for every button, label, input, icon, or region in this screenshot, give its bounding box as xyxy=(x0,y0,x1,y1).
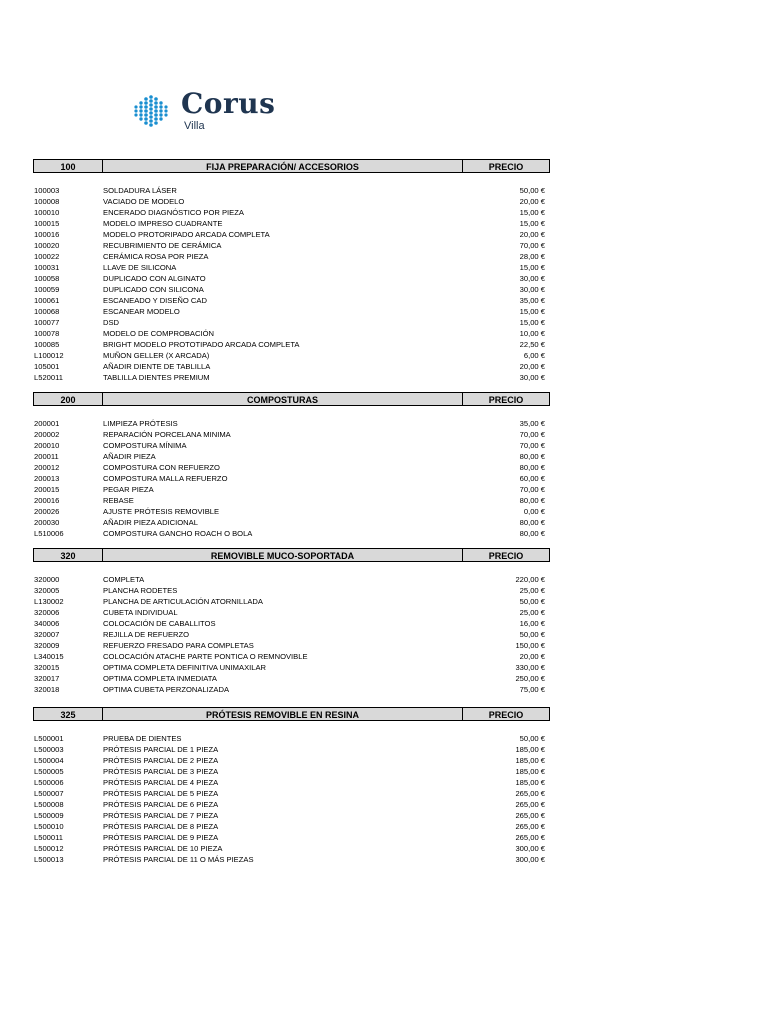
item-code: 100022 xyxy=(34,252,60,261)
item-description: DUPLICADO CON SILICONA xyxy=(103,285,204,294)
price-row xyxy=(33,295,550,306)
price-column-header: PRECIO xyxy=(488,710,524,720)
item-description: LIMPIEZA PRÓTESIS xyxy=(103,419,178,428)
item-code: 200011 xyxy=(34,452,59,461)
item-description: MODELO DE COMPROBACIÓN xyxy=(103,329,214,338)
item-price: 70,00 € xyxy=(519,441,545,450)
item-price: 30,00 € xyxy=(519,285,545,294)
section-title: REMOVIBLE MUCO-SOPORTADA xyxy=(103,549,463,561)
item-price: 265,00 € xyxy=(515,833,545,842)
item-description: COMPOSTURA MALLA REFUERZO xyxy=(103,474,228,483)
item-code: 100020 xyxy=(34,241,60,250)
item-description: PRÓTESIS PARCIAL DE 9 PIEZA xyxy=(103,833,219,842)
item-price: 30,00 € xyxy=(519,373,545,382)
item-price: 80,00 € xyxy=(519,496,545,505)
item-description: MUÑON GELLER (X ARCADA) xyxy=(103,351,210,360)
item-price: 250,00 € xyxy=(515,674,545,683)
item-code: 340006 xyxy=(34,619,60,628)
item-description: MODELO IMPRESO CUADRANTE xyxy=(103,219,223,228)
section-rows xyxy=(33,574,550,695)
corus-logo xyxy=(133,87,283,134)
item-description: AÑADIR DIENTE DE TABLILLA xyxy=(103,362,211,371)
item-price: 10,00 € xyxy=(519,329,545,338)
item-price: 15,00 € xyxy=(519,219,545,228)
item-description: COMPOSTURA MÍNIMA xyxy=(103,441,187,450)
price-row xyxy=(33,517,550,528)
item-description: PRÓTESIS PARCIAL DE 5 PIEZA xyxy=(103,789,219,798)
item-code: 100016 xyxy=(34,230,60,239)
item-price: 15,00 € xyxy=(519,263,545,272)
item-price: 25,00 € xyxy=(519,608,545,617)
item-description: PRÓTESIS PARCIAL DE 4 PIEZA xyxy=(103,778,219,787)
item-description: CUBETA INDIVIDUAL xyxy=(103,608,178,617)
item-description: OPTIMA COMPLETA DEFINITIVA UNIMAXILAR xyxy=(103,663,267,672)
item-description: OPTIMA COMPLETA INMEDIATA xyxy=(103,674,217,683)
item-code: 100031 xyxy=(34,263,60,272)
price-row xyxy=(33,240,550,251)
price-row xyxy=(33,185,550,196)
item-code: L500011 xyxy=(34,833,63,842)
item-description: COLOCACIÓN ATACHE PARTE PONTICA O REMNOVIBLE xyxy=(103,652,308,661)
item-code: 200001 xyxy=(34,419,60,428)
item-description: BRIGHT MODELO PROTOTIPADO ARCADA COMPLETA xyxy=(103,340,300,349)
item-description: RECUBRIMIENTO DE CERÁMICA xyxy=(103,241,222,250)
price-row xyxy=(33,462,550,473)
item-code: L340015 xyxy=(34,652,64,661)
item-code: 100003 xyxy=(34,186,60,195)
item-price: 60,00 € xyxy=(519,474,545,483)
item-price: 35,00 € xyxy=(519,296,545,305)
item-description: PEGAR PIEZA xyxy=(103,485,154,494)
price-row xyxy=(33,821,550,832)
item-description: REJILLA DE REFUERZO xyxy=(103,630,190,639)
section-title: PRÓTESIS REMOVIBLE EN RESINA xyxy=(103,708,463,720)
item-code: 320007 xyxy=(34,630,60,639)
item-description: REBASE xyxy=(103,496,134,505)
price-row xyxy=(33,506,550,517)
price-row xyxy=(33,832,550,843)
item-code: L500010 xyxy=(34,822,64,831)
price-row xyxy=(33,744,550,755)
item-price: 265,00 € xyxy=(515,800,545,809)
price-row xyxy=(33,372,550,383)
item-code: L500005 xyxy=(34,767,64,776)
price-row xyxy=(33,640,550,651)
item-code: 200030 xyxy=(34,518,60,527)
item-code: 320005 xyxy=(34,586,60,595)
item-price: 6,00 € xyxy=(523,351,545,360)
item-price: 80,00 € xyxy=(519,463,545,472)
item-price: 265,00 € xyxy=(515,789,545,798)
item-price: 20,00 € xyxy=(519,362,545,371)
price-row xyxy=(33,284,550,295)
item-price: 70,00 € xyxy=(519,241,545,250)
price-row xyxy=(33,651,550,662)
item-code: 100015 xyxy=(34,219,60,228)
item-price: 22,50 € xyxy=(519,340,545,349)
brand-name: Corus xyxy=(181,87,276,120)
item-price: 35,00 € xyxy=(519,419,545,428)
item-code: 105001 xyxy=(34,362,60,371)
price-row xyxy=(33,495,550,506)
item-price: 265,00 € xyxy=(515,811,545,820)
price-row xyxy=(33,843,550,854)
item-description: DUPLICADO CON ALGINATO xyxy=(103,274,206,283)
price-column-header: PRECIO xyxy=(488,395,524,405)
item-code: 100008 xyxy=(34,197,60,206)
item-description: ENCERADO DIAGNÓSTICO POR PIEZA xyxy=(103,208,244,217)
price-row xyxy=(33,618,550,629)
item-description: REFUERZO FRESADO PARA COMPLETAS xyxy=(103,641,254,650)
item-code: 100085 xyxy=(34,340,60,349)
brand-subtitle: Villa xyxy=(184,120,205,132)
item-description: PLANCHA RODETES xyxy=(103,586,178,595)
price-row xyxy=(33,262,550,273)
price-row xyxy=(33,733,550,744)
item-code: 200002 xyxy=(34,430,60,439)
item-code: L500009 xyxy=(34,811,64,820)
item-description: VACIADO DE MODELO xyxy=(103,197,185,206)
item-code: 200016 xyxy=(34,496,60,505)
item-description: TABLILLA DIENTES PREMIUM xyxy=(103,373,210,382)
price-row xyxy=(33,317,550,328)
section-header xyxy=(33,548,550,562)
section-rows xyxy=(33,418,550,539)
item-description: PRUEBA DE DIENTES xyxy=(103,734,182,743)
price-row xyxy=(33,328,550,339)
item-code: 100010 xyxy=(34,208,60,217)
item-price: 70,00 € xyxy=(519,485,545,494)
item-code: 100068 xyxy=(34,307,60,316)
item-price: 50,00 € xyxy=(519,186,545,195)
price-row xyxy=(33,788,550,799)
item-price: 300,00 € xyxy=(515,844,545,853)
price-row xyxy=(33,596,550,607)
price-row xyxy=(33,777,550,788)
item-price: 30,00 € xyxy=(519,274,545,283)
price-row xyxy=(33,196,550,207)
price-row xyxy=(33,684,550,695)
price-row xyxy=(33,273,550,284)
price-row xyxy=(33,766,550,777)
price-row xyxy=(33,207,550,218)
price-row xyxy=(33,229,550,240)
item-price: 80,00 € xyxy=(519,452,545,461)
item-code: 100061 xyxy=(34,296,60,305)
price-row xyxy=(33,306,550,317)
item-code: L510006 xyxy=(34,529,64,538)
item-price: 50,00 € xyxy=(519,597,545,606)
price-row xyxy=(33,418,550,429)
corus-dots-logo-icon xyxy=(133,95,173,127)
item-code: 100059 xyxy=(34,285,60,294)
section-code: 200 xyxy=(34,393,103,405)
item-code: 200026 xyxy=(34,507,60,516)
item-code: L520011 xyxy=(34,373,63,382)
item-code: 320009 xyxy=(34,641,60,650)
item-code: 320015 xyxy=(34,663,60,672)
item-description: ESCANEADO Y DISEÑO CAD xyxy=(103,296,207,305)
item-price: 50,00 € xyxy=(519,734,545,743)
price-row xyxy=(33,484,550,495)
price-row xyxy=(33,799,550,810)
item-description: PRÓTESIS PARCIAL DE 2 PIEZA xyxy=(103,756,219,765)
price-row xyxy=(33,361,550,372)
item-code: 200010 xyxy=(34,441,60,450)
price-row xyxy=(33,854,550,865)
item-price: 15,00 € xyxy=(519,208,545,217)
section-title: COMPOSTURAS xyxy=(103,393,463,405)
item-code: L500003 xyxy=(34,745,64,754)
item-code: L500008 xyxy=(34,800,64,809)
item-price: 150,00 € xyxy=(515,641,545,650)
section-code: 320 xyxy=(34,549,103,561)
item-description: LLAVE DE SILICONA xyxy=(103,263,177,272)
price-row xyxy=(33,429,550,440)
item-price: 185,00 € xyxy=(515,767,545,776)
item-description: AÑADIR PIEZA xyxy=(103,452,156,461)
section-code: 100 xyxy=(34,160,103,172)
item-description: OPTIMA CUBETA PERZONALIZADA xyxy=(103,685,230,694)
item-price: 20,00 € xyxy=(519,197,545,206)
item-code: L500006 xyxy=(34,778,64,787)
item-description: COLOCACIÓN DE CABALLITOS xyxy=(103,619,216,628)
item-price: 265,00 € xyxy=(515,822,545,831)
item-code: 200015 xyxy=(34,485,60,494)
section-header xyxy=(33,707,550,721)
item-description: REPARACIÓN PORCELANA MINIMA xyxy=(103,430,231,439)
item-code: L100012 xyxy=(34,351,64,360)
price-row xyxy=(33,662,550,673)
item-description: SOLDADURA LÁSER xyxy=(103,186,177,195)
price-section xyxy=(33,707,550,865)
item-price: 0,00 € xyxy=(523,507,545,516)
item-price: 75,00 € xyxy=(519,685,545,694)
item-description: MODELO PROTORIPADO ARCADA COMPLETA xyxy=(103,230,270,239)
item-price: 330,00 € xyxy=(515,663,545,672)
price-row xyxy=(33,755,550,766)
price-column-header: PRECIO xyxy=(488,551,524,561)
item-price: 220,00 € xyxy=(515,575,545,584)
item-code: L500013 xyxy=(34,855,64,864)
section-rows xyxy=(33,185,550,383)
item-description: PLANCHA DE ARTICULACIÓN ATORNILLADA xyxy=(103,597,263,606)
item-price: 28,00 € xyxy=(519,252,545,261)
item-description: AJUSTE PRÓTESIS REMOVIBLE xyxy=(103,507,220,516)
item-code: 320006 xyxy=(34,608,60,617)
item-price: 185,00 € xyxy=(515,778,545,787)
item-price: 20,00 € xyxy=(519,652,545,661)
item-price: 185,00 € xyxy=(515,745,545,754)
item-description: PRÓTESIS PARCIAL DE 10 PIEZA xyxy=(103,844,223,853)
item-code: L500004 xyxy=(34,756,64,765)
price-row xyxy=(33,629,550,640)
price-row xyxy=(33,585,550,596)
item-price: 70,00 € xyxy=(519,430,545,439)
item-description: CERÁMICA ROSA POR PIEZA xyxy=(103,252,209,261)
item-price: 16,00 € xyxy=(519,619,545,628)
price-row xyxy=(33,251,550,262)
item-code: 320018 xyxy=(34,685,60,694)
price-column-header: PRECIO xyxy=(488,162,524,172)
price-row xyxy=(33,607,550,618)
item-description: PRÓTESIS PARCIAL DE 11 O MÁS PIEZAS xyxy=(103,855,254,864)
item-description: COMPOSTURA GANCHO ROACH O BOLA xyxy=(103,529,253,538)
price-row xyxy=(33,350,550,361)
item-price: 80,00 € xyxy=(519,518,545,527)
item-price: 25,00 € xyxy=(519,586,545,595)
price-row xyxy=(33,810,550,821)
item-code: 200013 xyxy=(34,474,60,483)
price-row xyxy=(33,339,550,350)
item-description: ESCANEAR MODELO xyxy=(103,307,180,316)
item-price: 80,00 € xyxy=(519,529,545,538)
item-price: 50,00 € xyxy=(519,630,545,639)
item-description: PRÓTESIS PARCIAL DE 8 PIEZA xyxy=(103,822,219,831)
item-description: PRÓTESIS PARCIAL DE 1 PIEZA xyxy=(103,745,219,754)
item-code: 100077 xyxy=(34,318,60,327)
price-row xyxy=(33,528,550,539)
price-row xyxy=(33,451,550,462)
section-header xyxy=(33,392,550,406)
item-price: 20,00 € xyxy=(519,230,545,239)
section-title: FIJA PREPARACIÓN/ ACCESORIOS xyxy=(103,160,463,172)
item-description: AÑADIR PIEZA ADICIONAL xyxy=(103,518,198,527)
item-code: L500007 xyxy=(34,789,64,798)
item-description: COMPLETA xyxy=(103,575,145,584)
item-description: PRÓTESIS PARCIAL DE 6 PIEZA xyxy=(103,800,219,809)
price-row xyxy=(33,218,550,229)
price-section xyxy=(33,548,550,695)
item-code: 320017 xyxy=(34,674,60,683)
item-code: L500001 xyxy=(34,734,64,743)
price-section xyxy=(33,159,550,383)
section-code: 325 xyxy=(34,708,103,720)
item-price: 185,00 € xyxy=(515,756,545,765)
item-code: 100078 xyxy=(34,329,60,338)
item-description: PRÓTESIS PARCIAL DE 7 PIEZA xyxy=(103,811,219,820)
item-code: 320000 xyxy=(34,575,60,584)
item-code: L130002 xyxy=(34,597,64,606)
price-row xyxy=(33,473,550,484)
item-description: DSD xyxy=(103,318,120,327)
item-price: 300,00 € xyxy=(515,855,545,864)
price-section xyxy=(33,392,550,539)
section-rows xyxy=(33,733,550,865)
item-code: 100058 xyxy=(34,274,60,283)
item-price: 15,00 € xyxy=(519,318,545,327)
price-row xyxy=(33,673,550,684)
price-row xyxy=(33,440,550,451)
item-description: COMPOSTURA CON REFUERZO xyxy=(103,463,220,472)
item-price: 15,00 € xyxy=(519,307,545,316)
item-code: 200012 xyxy=(34,463,60,472)
item-description: PRÓTESIS PARCIAL DE 3 PIEZA xyxy=(103,767,219,776)
item-code: L500012 xyxy=(34,844,64,853)
price-row xyxy=(33,574,550,585)
section-header xyxy=(33,159,550,173)
